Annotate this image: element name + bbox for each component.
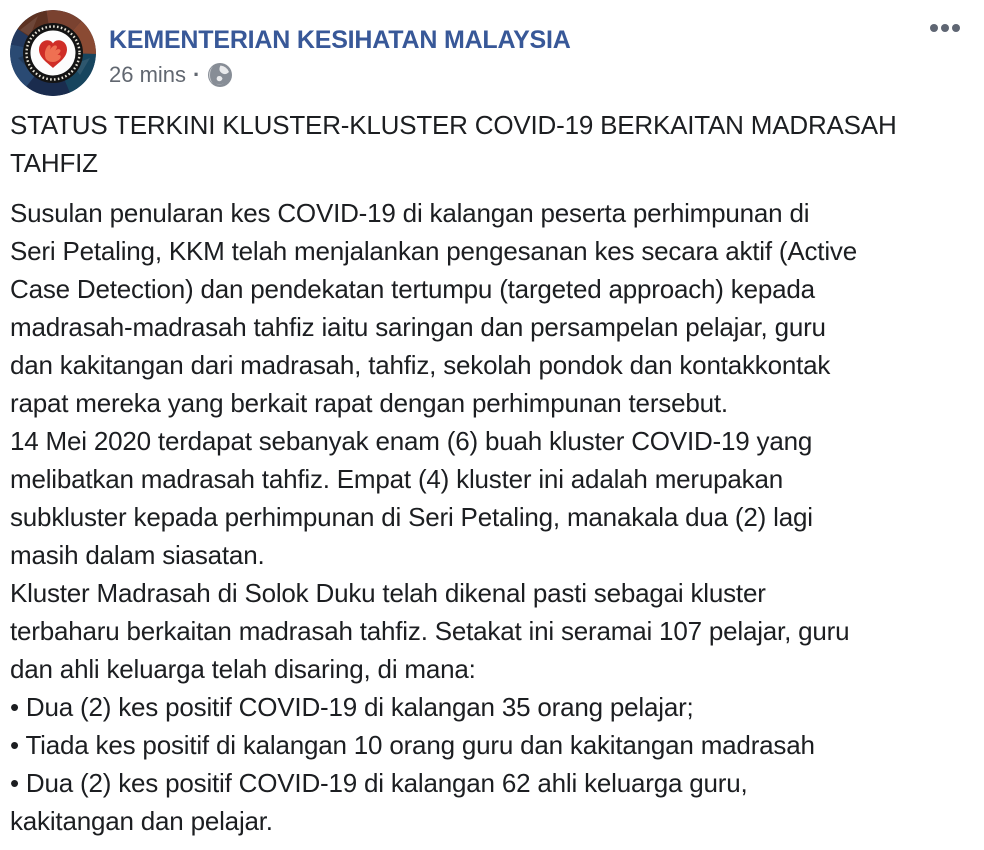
text-line: melibatkan madrasah tahfiz. Empat (4) kluster ini adalah merupakan [10, 464, 783, 494]
post-menu-button[interactable] [926, 20, 964, 36]
text-line: Case Detection) dan pendekatan tertumpu (targeted approach) kepada [10, 274, 815, 304]
post-content [10, 106, 974, 840]
meta-separator: · [193, 62, 201, 87]
kkm-logo-icon [10, 10, 96, 96]
text-line: rapat mereka yang berkait rapat dengan perhimpunan tersebut. [10, 388, 728, 418]
post-body [10, 194, 974, 840]
text-line: kakitangan dan pelajar. [10, 806, 273, 836]
text-line: terbaharu berkaitan madrasah tahfiz. Setakat ini seramai 107 pelajar, guru [10, 616, 850, 646]
ellipsis-icon [941, 24, 949, 32]
page-name-link[interactable]: KEMENTERIAN KESIHATAN MALAYSIA [109, 26, 571, 54]
text-line: STATUS TERKINI KLUSTER-KLUSTER COVID-19 BERKAITAN MADRASAH [10, 110, 897, 140]
post-title [10, 106, 974, 182]
text-line: • Dua (2) kes positif COVID-19 di kalangan 35 orang pelajar; [10, 692, 694, 722]
ellipsis-icon [930, 24, 938, 32]
text-line: dan ahli keluarga telah disaring, di mana: [10, 654, 476, 684]
post-header-text [109, 10, 571, 89]
text-line: • Tiada kes positif di kalangan 10 orang guru dan kakitangan madrasah [10, 730, 815, 760]
post-meta [109, 61, 571, 89]
text-line: Susulan penularan kes COVID-19 di kalangan peserta perhimpunan di [10, 198, 810, 228]
ellipsis-icon [952, 24, 960, 32]
text-line: Kluster Madrasah di Solok Duku telah dikenal pasti sebagai kluster [10, 578, 766, 608]
text-line: TAHFIZ [10, 148, 98, 178]
globe-icon [207, 62, 233, 88]
text-line: 14 Mei 2020 terdapat sebanyak enam (6) buah kluster COVID-19 yang [10, 426, 813, 456]
avatar[interactable] [10, 10, 96, 96]
text-line: subkluster kepada perhimpunan di Seri Petaling, manakala dua (2) lagi [10, 502, 813, 532]
text-line: • Dua (2) kes positif COVID-19 di kalangan 62 ahli keluarga guru, [10, 768, 748, 798]
text-line: Seri Petaling, KKM telah menjalankan pengesanan kes secara aktif (Active [10, 236, 857, 266]
text-line: masih dalam siasatan. [10, 540, 265, 570]
text-line: madrasah-madrasah tahfiz iaitu saringan dan persampelan pelajar, guru [10, 312, 826, 342]
timestamp[interactable]: 26 mins [109, 62, 187, 87]
text-line: dan kakitangan dari madrasah, tahfiz, sekolah pondok dan kontakkontak [10, 350, 831, 380]
post-header [10, 0, 974, 96]
